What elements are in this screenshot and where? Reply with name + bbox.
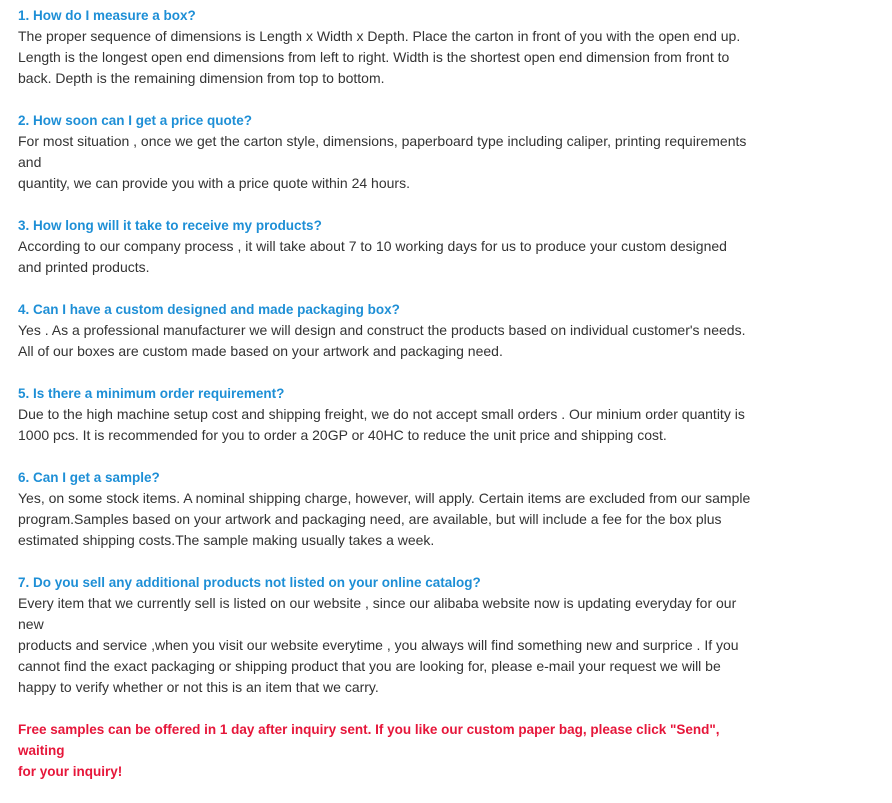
free-sample-note xyxy=(18,719,763,782)
faq-answer-line: new xyxy=(18,616,44,632)
faq-answer-line: Length is the longest open end dimensions from left to right. Width is the shortest open end dimension from front to xyxy=(18,49,730,65)
faq-answer-line: For most situation , once we get the carton style, dimensions, paperboard type including caliper, printing requirements xyxy=(18,133,747,149)
faq-answer-line: The proper sequence of dimensions is Length x Width x Depth. Place the carton in front of you with the open end up. xyxy=(18,28,741,44)
faq-item-5 xyxy=(18,383,763,446)
faq-question: 4. Can I have a custom designed and made packaging box? xyxy=(18,302,400,317)
faq-answer-line: happy to verify whether or not this is an item that we carry. xyxy=(18,679,379,695)
faq-item-1 xyxy=(18,5,763,89)
faq-answer-line: back. Depth is the remaining dimension from top to bottom. xyxy=(18,70,385,86)
faq-answer-line: cannot find the exact packaging or shipping product that you are looking for, please e-mail your request we will be xyxy=(18,658,721,674)
faq-answer-line: products and service ,when you visit our website everytime , you always will find something new and surprice . If you xyxy=(18,637,739,653)
faq-answer-line: According to our company process , it will take about 7 to 10 working days for us to produce your custom designed xyxy=(18,238,727,254)
faq-answer-line: All of our boxes are custom made based on your artwork and packaging need. xyxy=(18,343,503,359)
faq-item-7 xyxy=(18,572,763,698)
faq-answer-line: program.Samples based on your artwork and packaging need, are available, but will include a fee for the box plus xyxy=(18,511,722,527)
faq-answer-line: Due to the high machine setup cost and shipping freight, we do not accept small orders . Our minium order quantity is xyxy=(18,406,745,422)
faq-item-2 xyxy=(18,110,763,194)
faq-question: 6. Can I get a sample? xyxy=(18,470,160,485)
faq-answer-line: 1000 pcs. It is recommended for you to order a 20GP or 40HC to reduce the unit price and shipping cost. xyxy=(18,427,667,443)
faq-answer-line: estimated shipping costs.The sample making usually takes a week. xyxy=(18,532,435,548)
faq-question: 2. How soon can I get a price quote? xyxy=(18,113,253,128)
faq-question: 7. Do you sell any additional products not listed on your online catalog? xyxy=(18,575,481,590)
faq-answer-line: and xyxy=(18,154,42,170)
faq-list xyxy=(18,5,763,803)
faq-question: 5. Is there a minimum order requirement? xyxy=(18,386,285,401)
faq-item-6 xyxy=(18,467,763,551)
faq-item-3 xyxy=(18,215,763,278)
free-sample-note-line: Free samples can be offered in 1 day after inquiry sent. If you like our custom paper bag, please click "Send", waiting xyxy=(18,722,720,758)
faq-answer-line: Yes, on some stock items. A nominal shipping charge, however, will apply. Certain items are excluded from our sample xyxy=(18,490,751,506)
faq-answer-line: quantity, we can provide you with a price quote within 24 hours. xyxy=(18,175,410,191)
faq-answer-line: and printed products. xyxy=(18,259,150,275)
faq-question: 3. How long will it take to receive my products? xyxy=(18,218,322,233)
faq-answer-line: Every item that we currently sell is listed on our website , since our alibaba website now is updating everyday for our xyxy=(18,595,737,611)
faq-answer-line: Yes . As a professional manufacturer we will design and construct the products based on individual customer's needs. xyxy=(18,322,746,338)
free-sample-note-line: for your inquiry! xyxy=(18,764,123,779)
faq-item-4 xyxy=(18,299,763,362)
faq-question: 1. How do I measure a box? xyxy=(18,8,196,23)
